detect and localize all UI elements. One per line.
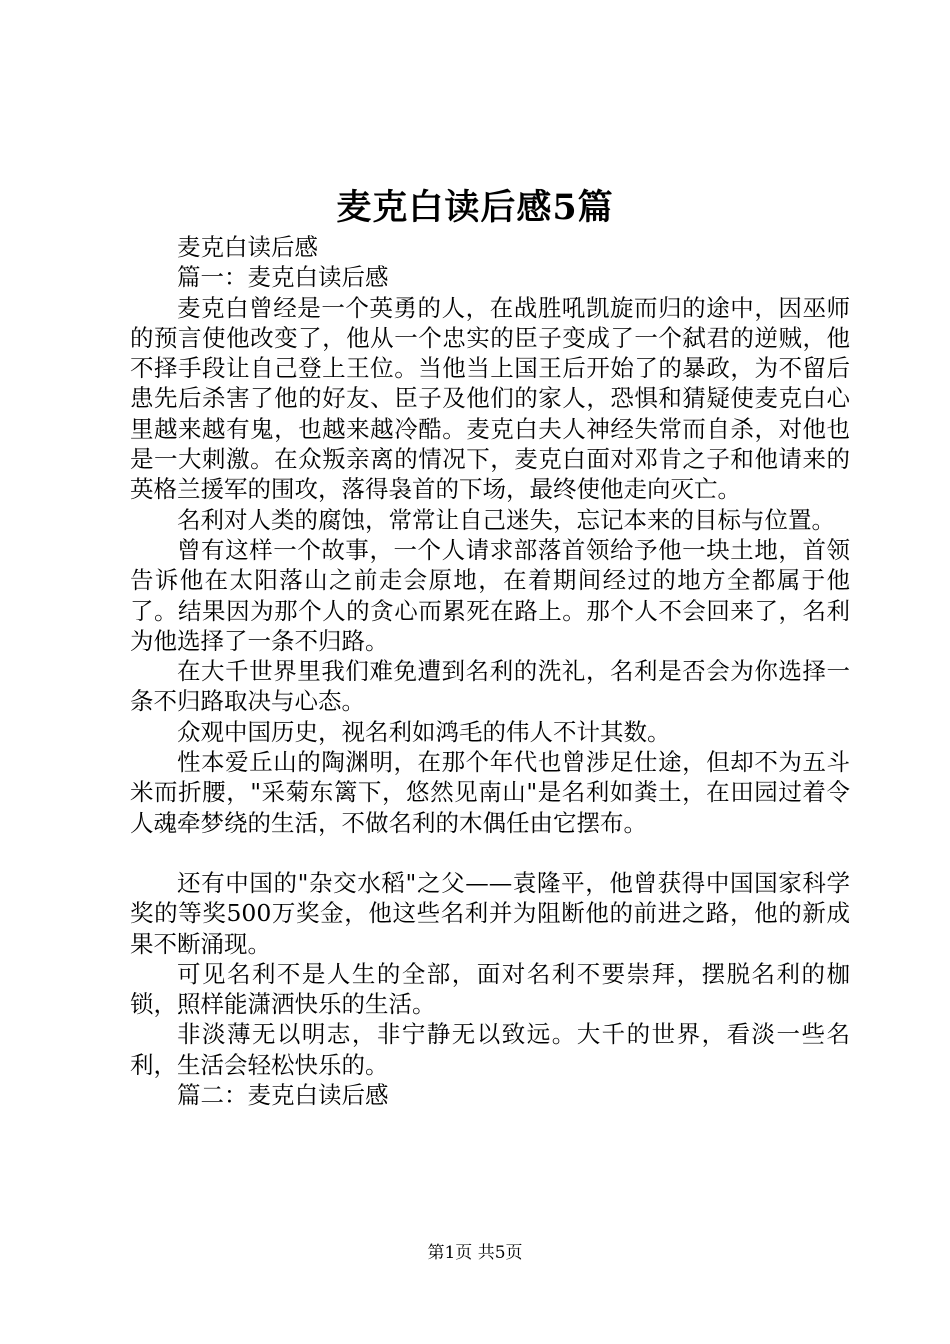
paragraph: 在大千世界里我们难免遭到名利的洗礼，名利是否会为你选择一条不归路取决与心态。	[130, 657, 850, 716]
page-number: 第1页 共5页	[427, 1243, 523, 1263]
paragraph-section-2-heading: 篇二：麦克白读后感	[177, 1081, 389, 1110]
paragraph-heading: 麦克白读后感	[177, 233, 318, 261]
paragraph-section-1-heading: 篇一：麦克白读后感	[177, 263, 389, 292]
paragraph: 曾有这样一个故事，一个人请求部落首领给予他一块土地，首领告诉他在太阳落山之前走会原地，在着期间经过的地方全都属于他了。结果因为那个人的贪心而累死在路上。那个人不会回来了，名利为他选择了一条不归路。	[130, 535, 850, 655]
paragraph: 还有中国的"杂交水稻"之父——袁隆平，他曾获得中国国家科学奖的等奖500万奖金，他这些名利并为阻断他的前进之路，他的新成果不断涌现。	[130, 868, 850, 958]
paragraph: 麦克白曾经是一个英勇的人，在战胜吼凯旋而归的途中，因巫师的预言使他改变了，他从一个忠实的臣子变成了一个弑君的逆贼，他不择手段让自己登上王位。当他当上国王后开始了的暴政，为不留后患先后杀害了他的好友、臣子及他们的家人，恐惧和猜疑使麦克白心里越来越有鬼，也越来越冷酷。麦克白夫人神经失常而自杀，对他也是一大刺激。在众叛亲离的情况下，麦克白面对邓肯之子和他请来的英格兰援军的围攻，落得袅首的下场，最终使他走向灭亡。	[130, 293, 850, 504]
paragraph: 可见名利不是人生的全部，面对名利不要崇拜，摆脱名利的枷锁，照样能潇洒快乐的生活。	[130, 959, 850, 1019]
paragraph: 性本爱丘山的陶渊明，在那个年代也曾涉足仕途，但却不为五斗米而折腰，"采菊东篱下，悠然见南山"是名利如粪土，在田园过着令人魂牵梦绕的生活，不做名利的木偶任由它摆布。	[130, 748, 850, 837]
paragraph: 非淡薄无以明志，非宁静无以致远。大千的世界，看淡一些名利，生活会轻松快乐的。	[130, 1020, 850, 1079]
paragraph: 名利对人类的腐蚀，常常让自己迷失，忘记本来的目标与位置。	[177, 505, 835, 534]
document-title: 麦克白读后感5篇	[336, 187, 614, 228]
document-body	[130, 232, 850, 1110]
paragraph: 众观中国历史，视名利如鸿毛的伟人不计其数。	[177, 717, 671, 746]
page-footer	[0, 1242, 950, 1264]
